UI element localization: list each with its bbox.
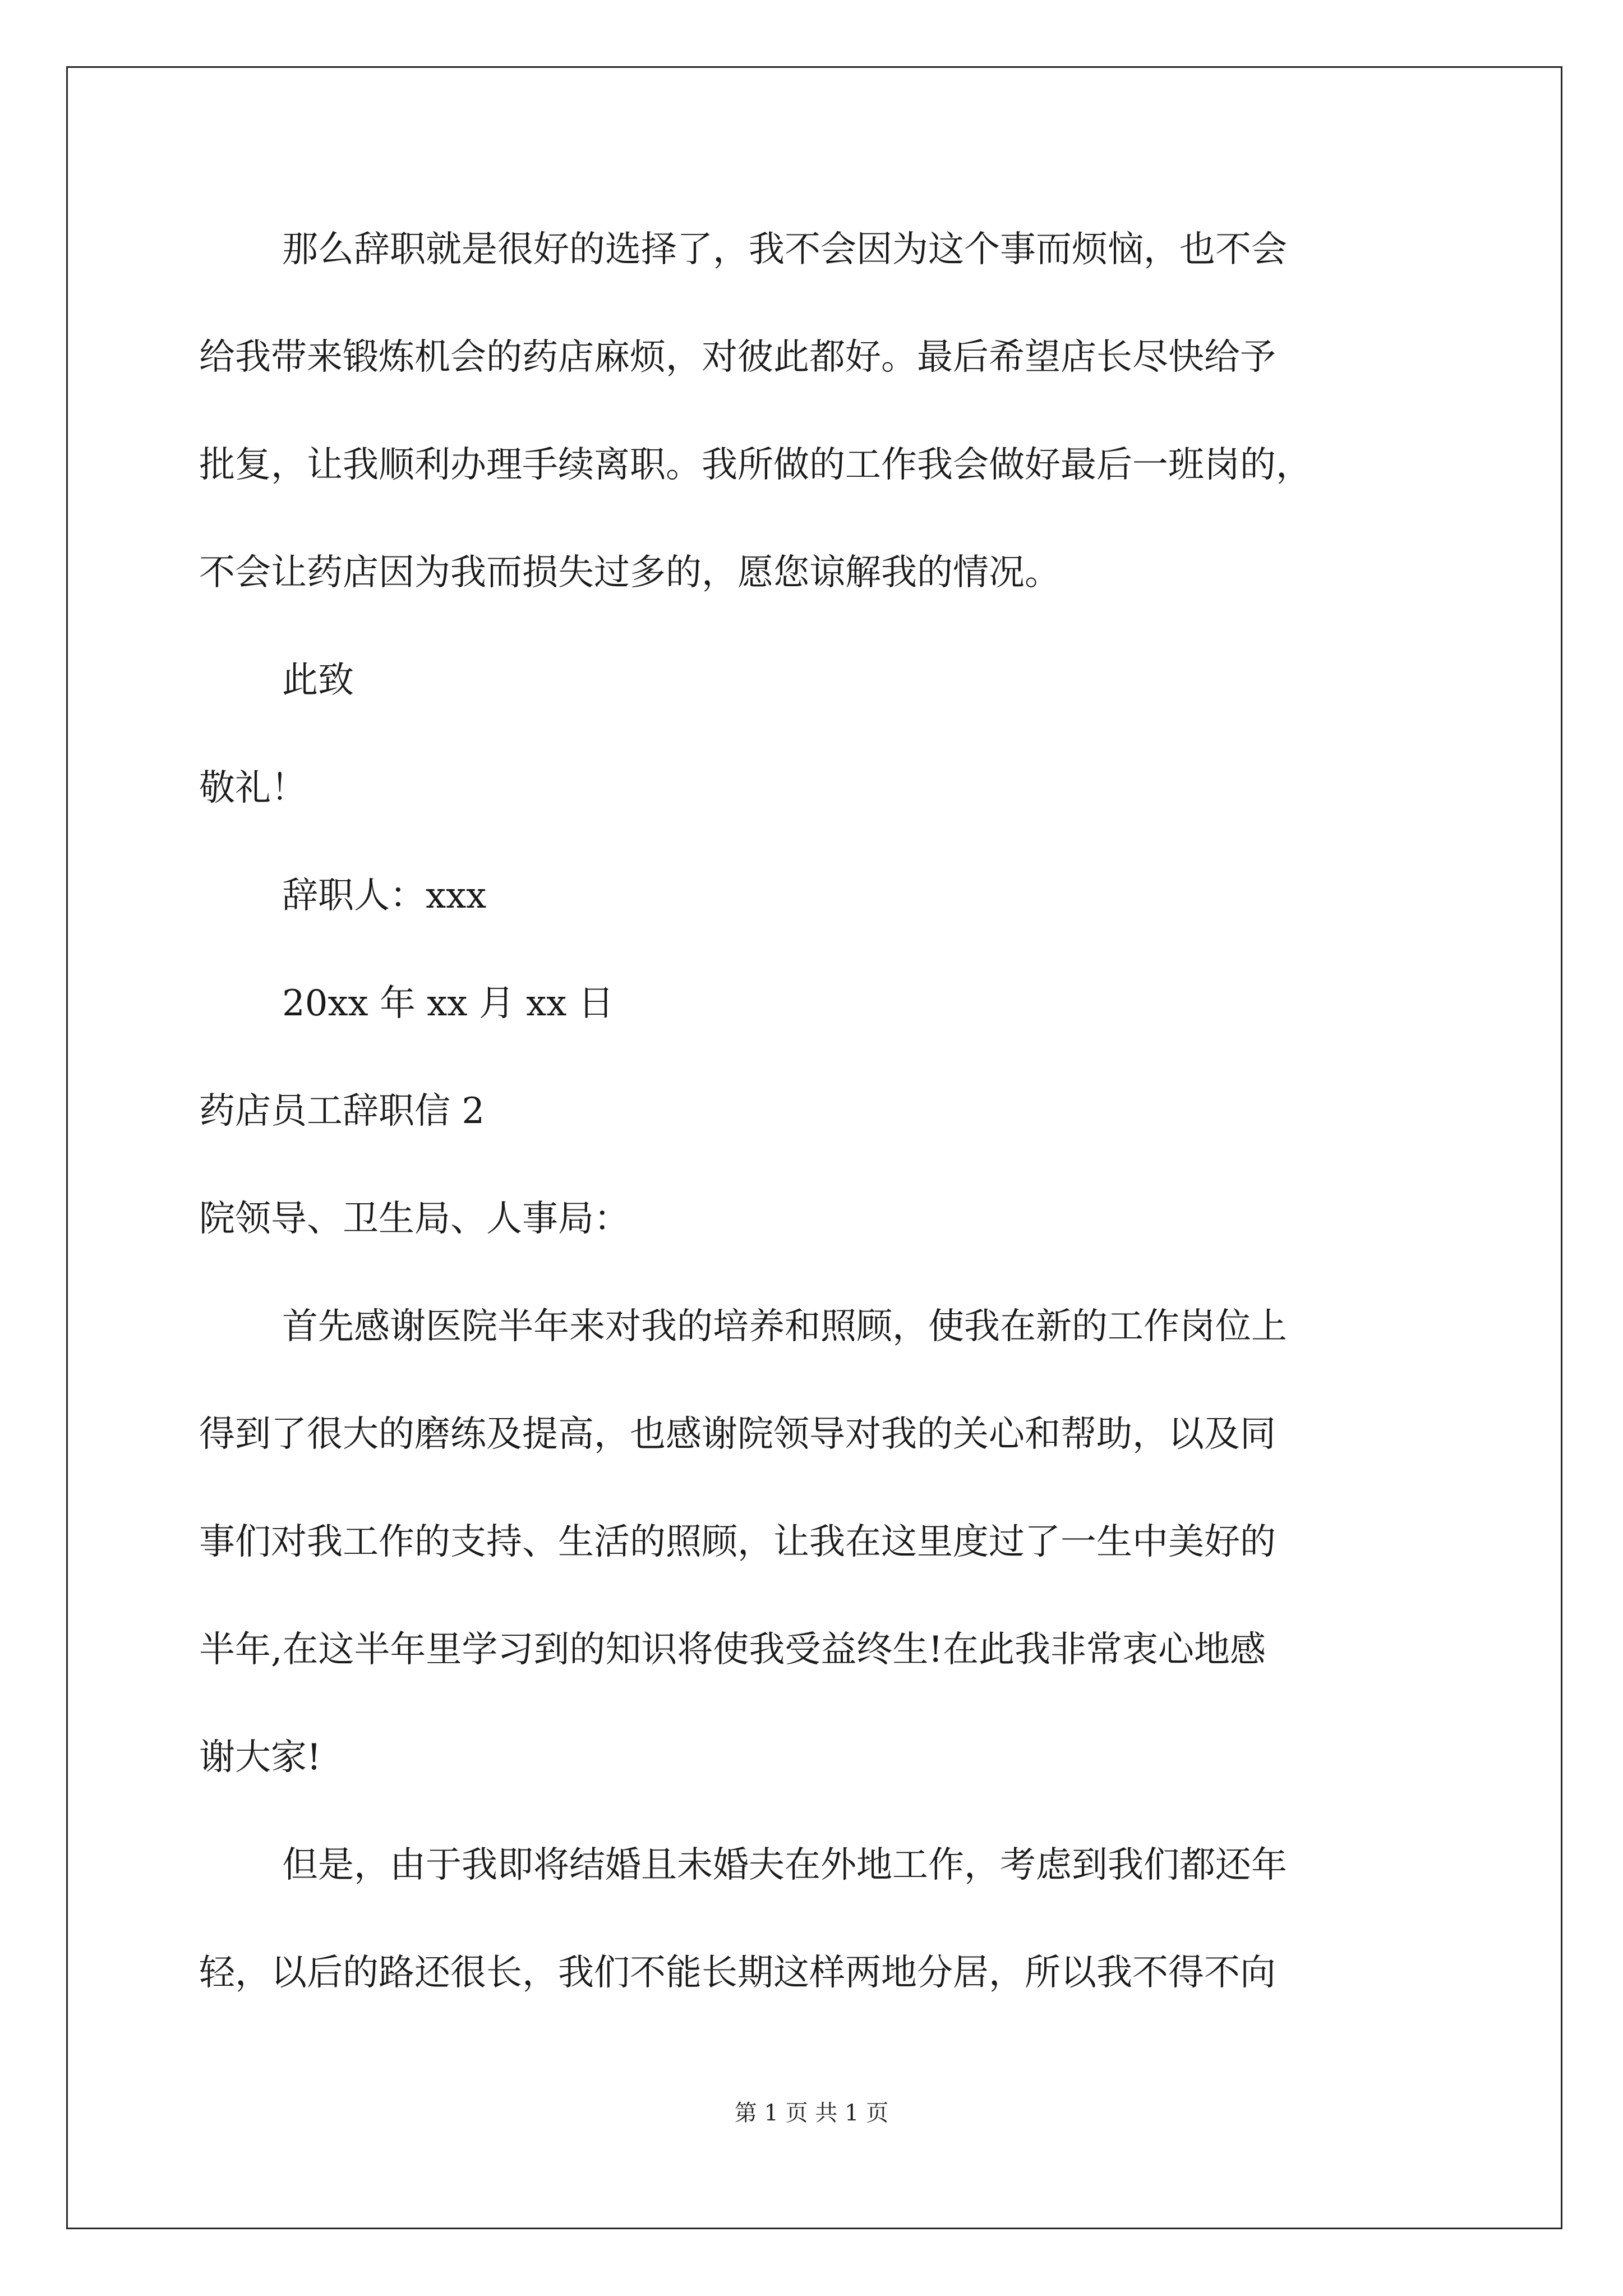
paragraph-line: 得到了很大的磨练及提高，也感谢院领导对我的关心和帮助，以及同 xyxy=(199,1414,1276,1455)
closing-regards: 敬礼！ xyxy=(199,767,307,809)
paragraph-line: 谢大家! xyxy=(199,1737,321,1778)
addressee-line: 院领导、卫生局、人事局： xyxy=(199,1198,630,1240)
document-body xyxy=(199,216,1433,2047)
section-title: 药店员工辞职信 2 xyxy=(199,1091,485,1132)
signature-line: 辞职人：xxx xyxy=(282,875,487,917)
closing-salutation: 此致 xyxy=(282,660,354,701)
paragraph-line: 事们对我工作的支持、生活的照顾，让我在这里度过了一生中美好的 xyxy=(199,1521,1276,1563)
page-number-footer: 第 1 页 共 1 页 xyxy=(734,2100,889,2126)
paragraph-line: 那么辞职就是很好的选择了，我不会因为这个事而烦恼，也不会 xyxy=(282,229,1287,270)
date-line: 20xx 年 xx 月 xx 日 xyxy=(282,983,614,1024)
paragraph-line: 轻，以后的路还很长，我们不能长期这样两地分居，所以我不得不向 xyxy=(199,1952,1276,1994)
paragraph-line: 但是，由于我即将结婚且未婚夫在外地工作，考虑到我们都还年 xyxy=(282,1844,1287,1886)
paragraph-line: 批复，让我顺利办理手续离职。我所做的工作我会做好最后一班岗的， xyxy=(199,444,1312,486)
paragraph-line: 半年,在这半年里学习到的知识将使我受益终生!在此我非常衷心地感 xyxy=(199,1629,1266,1671)
paragraph-line: 不会让药店因为我而损失过多的，愿您谅解我的情况。 xyxy=(199,552,1061,593)
paragraph-line: 首先感谢医院半年来对我的培养和照顾，使我在新的工作岗位上 xyxy=(282,1306,1287,1347)
paragraph-line: 给我带来锻炼机会的药店麻烦，对彼此都好。最后希望店长尽快给予 xyxy=(199,337,1276,378)
